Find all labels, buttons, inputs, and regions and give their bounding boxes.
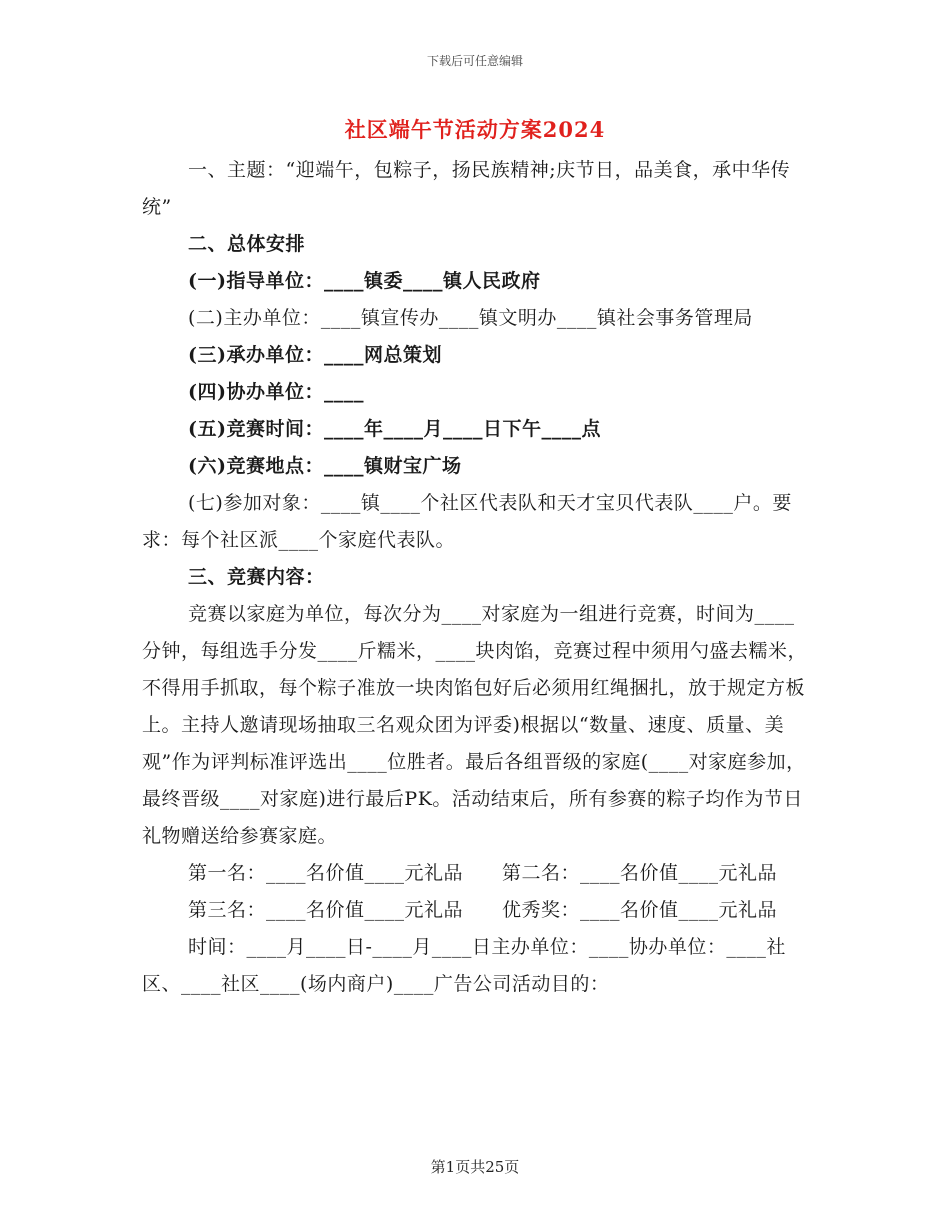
section-heading-arrangement: 二、总体安排 xyxy=(188,233,306,255)
prizes-first-second: 第一名：____名价值____元礼品 第二名：____名价值____元礼品 xyxy=(188,862,778,884)
competition-time: (五)竞赛时间：____年____月____日下午____点 xyxy=(188,418,601,440)
header-note: 下载后可任意编辑 xyxy=(426,54,523,68)
prizes-third-excellence: 第三名：____名价值____元礼品 优秀奖：____名价值____元礼品 xyxy=(188,899,778,921)
document-title: 社区端午节活动方案2024 xyxy=(344,117,606,142)
participants: (七)参加对象：____镇____个社区代表队和天才宝贝代表队____户。要求：每个社区派____个家庭代表队。 xyxy=(142,492,792,551)
section-theme: 一、主题：“迎端午，包粽子，扬民族精神;庆节日，品美食，承中华传统” xyxy=(142,159,791,218)
organizer-unit: (三)承办单位：____网总策划 xyxy=(188,344,442,366)
section-heading-content: 三、竞赛内容： xyxy=(188,566,325,588)
competition-venue: (六)竞赛地点：____镇财宝广场 xyxy=(188,455,462,477)
document-body xyxy=(142,152,810,1003)
host-unit: (二)主办单位：____镇宣传办____镇文明办____镇社会事务管理局 xyxy=(188,307,753,329)
page-footer: 第1页共25页 xyxy=(430,1158,520,1176)
competition-rules: 竞赛以家庭为单位，每次分为____对家庭为一组进行竞赛，时间为____分钟，每组选手分发____斤糯米，____块肉馅，竞赛过程中须用勺盛去糯米，不得用手抓取，每个粽子准放一块肉馅包好后必须用红绳捆扎，放于规定方板上。主持人邀请现场抽取三名观众团为评委)根据以“数量、速度、质量、美观”作为评判标准评选出____位胜者。最后各组晋级的家庭(____对家庭参加，最终晋级____对家庭)进行最后PK。活动结束后，所有参赛的粽子均作为节日礼物赠送给参赛家庭。 xyxy=(142,603,808,847)
guiding-unit: (一)指导单位：____镇委____镇人民政府 xyxy=(188,270,541,292)
event-time-units: 时间：____月____日-____月____日主办单位：____协办单位：____社区、____社区____(场内商户)____广告公司活动目的： xyxy=(142,936,786,995)
co-organizer-unit: (四)协办单位：____ xyxy=(188,381,364,403)
